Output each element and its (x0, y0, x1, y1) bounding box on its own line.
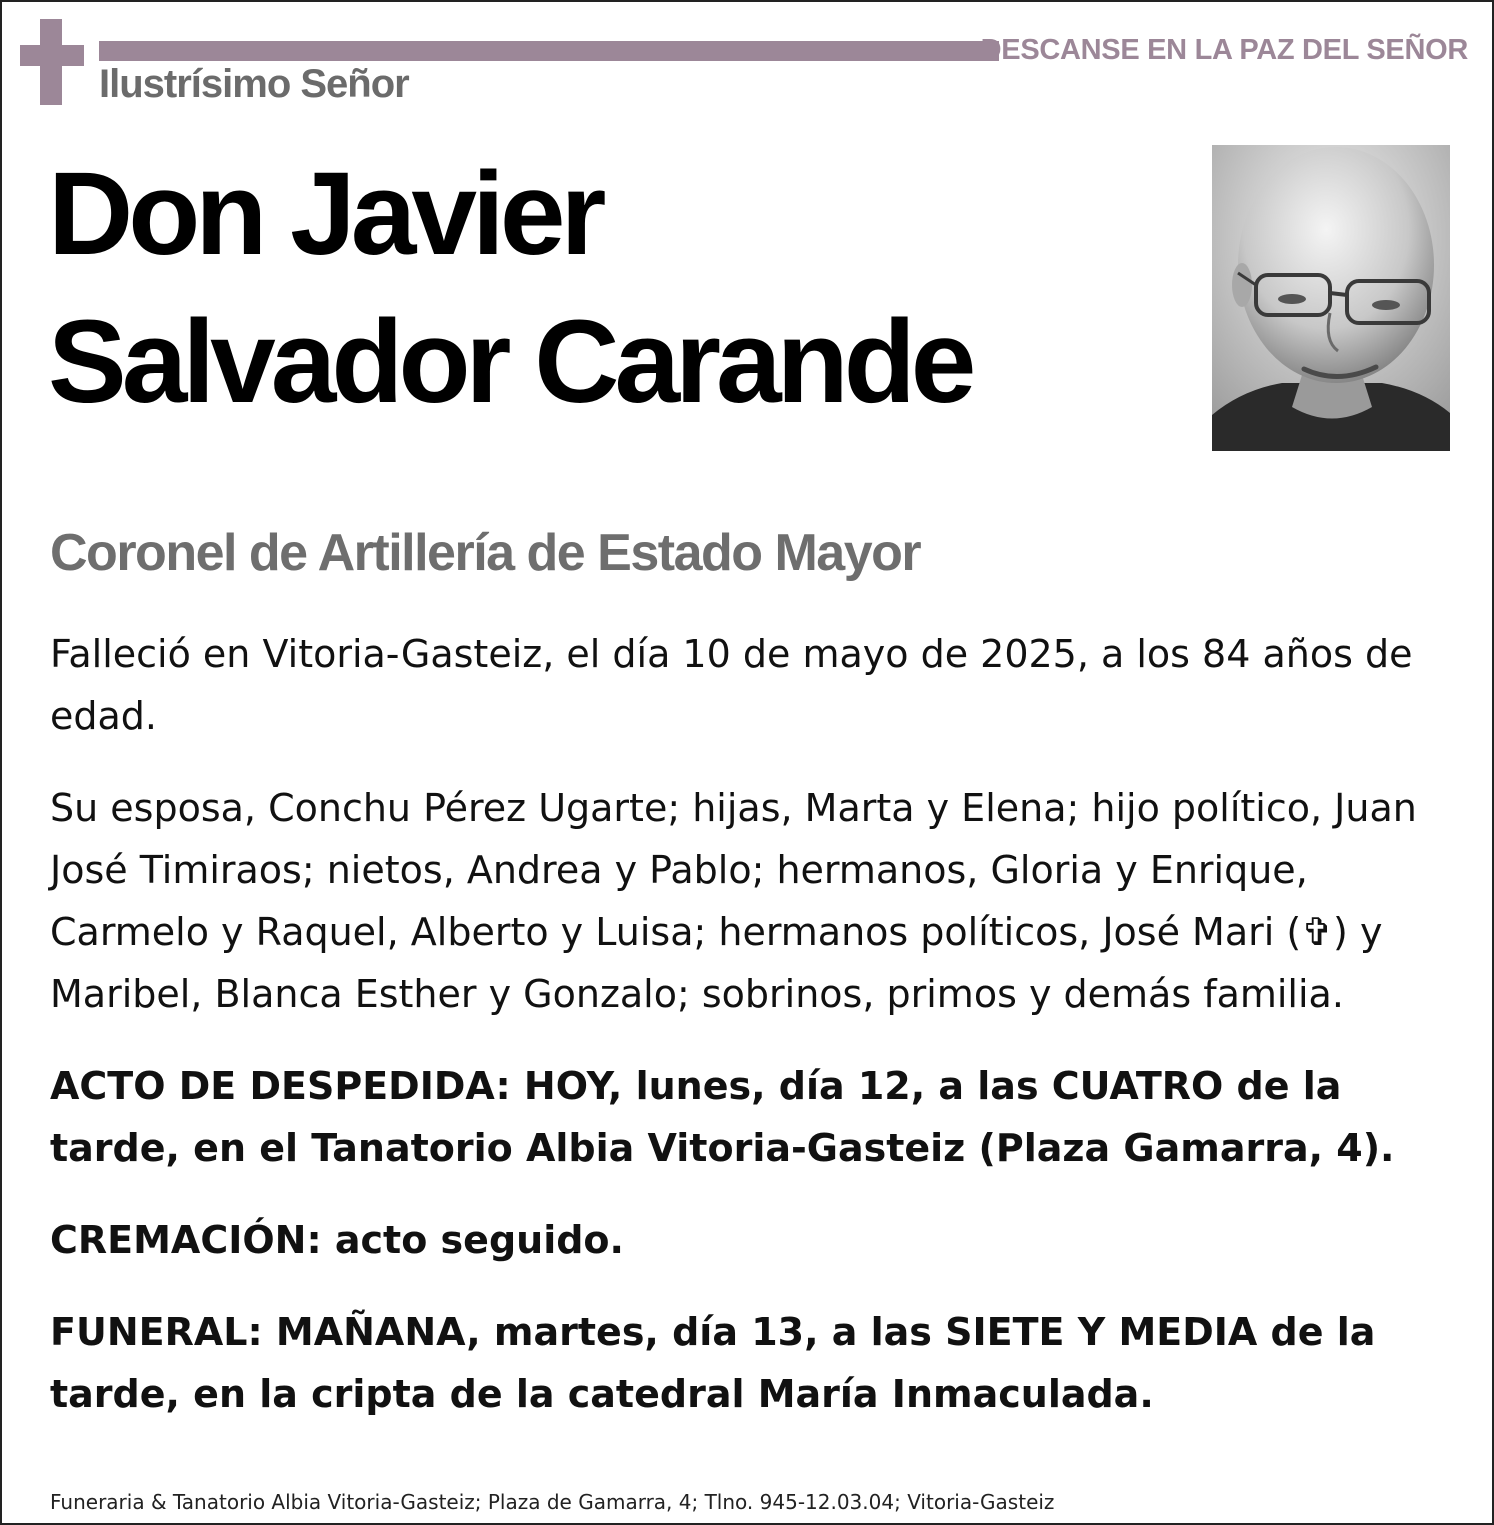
death-notice-paragraph: Falleció en Vitoria-Gasteiz, el día 10 de mayo de 2025, a los 84 años de edad. (50, 632, 1413, 738)
header-rule (99, 41, 999, 61)
family-paragraph (50, 777, 1460, 1025)
funeral-paragraph: FUNERAL: MAÑANA, martes, día 13, a las SIETE Y MEDIA de la tarde, en la cripta de la catedral María Inmaculada. (50, 1310, 1376, 1416)
funeral-home-footer: Funeraria & Tanatorio Albia Vitoria-Gasteiz; Plaza de Gamarra, 4; Tlno. 945-12.03.04; Vitoria-Gasteiz (50, 1490, 1055, 1514)
deceased-cross-icon: ✞ (1301, 910, 1334, 954)
portrait-illustration (1212, 145, 1450, 451)
family-text-part-1: Su esposa, Conchu Pérez Ugarte; hijas, Marta y Elena; hijo político, Juan José Timiraos; nietos, Andrea y Pablo; hermanos, Gloria y Enrique, Carmelo y Raquel, Alberto y Luisa; hermanos políticos, José Mari ( (50, 786, 1417, 954)
latin-cross-icon (20, 19, 84, 105)
rest-in-peace-text: DESCANSE EN LA PAZ DEL SEÑOR (980, 34, 1468, 66)
deceased-name-line-2: Salvador Carande (48, 296, 972, 428)
honorific-title: Ilustrísimo Señor (99, 62, 409, 106)
farewell-paragraph: ACTO DE DESPEDIDA: HOY, lunes, día 12, a las CUATRO de la tarde, en el Tanatorio Albia Vitoria-Gasteiz (Plaza Gamarra, 4). (50, 1064, 1395, 1170)
portrait-photo (1212, 145, 1450, 451)
deceased-name-line-1: Don Javier (48, 148, 602, 280)
deceased-name (48, 140, 971, 436)
cross-horizontal-bar (20, 45, 84, 66)
military-rank-title: Coronel de Artillería de Estado Mayor (50, 524, 921, 582)
cremation-paragraph: CREMACIÓN: acto seguido. (50, 1218, 624, 1262)
family-text-part-2: ) y Maribel, Blanca Esther y Gonzalo; sobrinos, primos y demás familia. (50, 910, 1383, 1016)
obituary-body (50, 623, 1460, 1455)
